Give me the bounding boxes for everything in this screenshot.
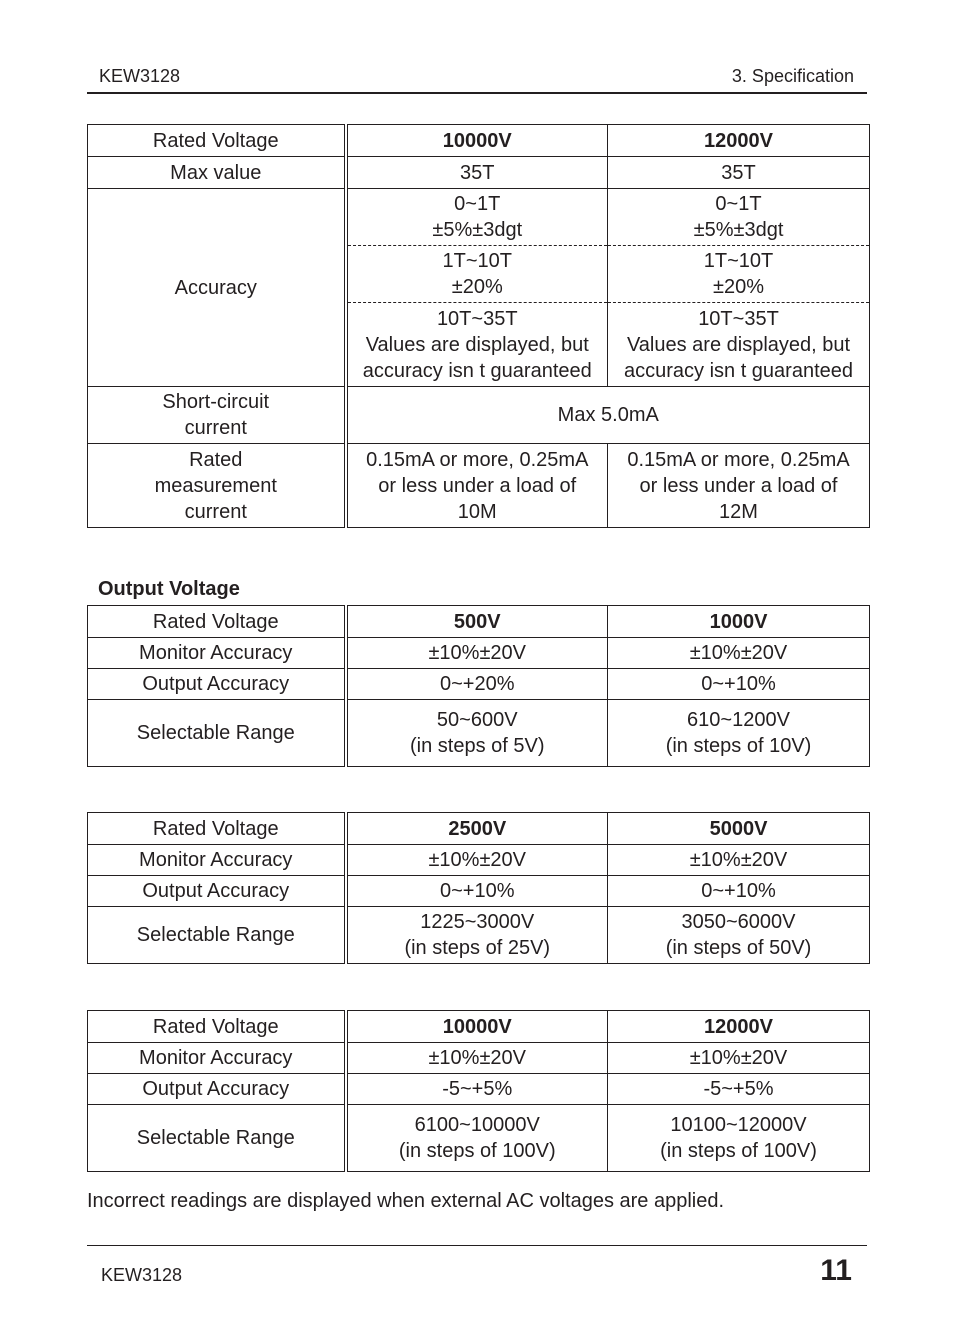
accuracy-note: accuracy isn t guaranteed [623,359,854,382]
col2-output-accuracy: 0~+10% [608,669,870,700]
accuracy-label: Accuracy [88,189,346,387]
resistance-spec-table [87,124,870,528]
col1-voltage: 10000V [346,125,608,157]
range-values: 10100~12000V [670,1114,807,1136]
rated-measurement-line: 0.15mA or more, 0.25mA [366,448,589,471]
output-accuracy-label: Output Accuracy [88,1074,346,1105]
rated-voltage-label: Rated Voltage [88,606,346,638]
col2-output-accuracy: -5~+5% [608,1074,870,1105]
accuracy-value: ±20% [712,276,764,298]
col1-selectable-range [346,700,608,767]
col1-monitor-accuracy: ±10%±20V [346,1043,608,1074]
col2-output-accuracy: 0~+10% [608,876,870,907]
table-row [88,189,870,246]
monitor-accuracy-label: Monitor Accuracy [88,638,346,669]
output-accuracy-label: Output Accuracy [88,669,346,700]
col2-monitor-accuracy: ±10%±20V [608,845,870,876]
rated-measurement-label [88,444,346,528]
range-values: 50~600V [436,709,518,731]
range-steps: (in steps of 5V) [409,735,545,757]
table-row [88,845,870,876]
col2-max-value: 35T [608,157,870,189]
output-voltage-table [87,812,870,964]
col1-output-accuracy: 0~+10% [346,876,608,907]
rated-measurement-label-line: measurement [154,474,277,497]
monitor-accuracy-label: Monitor Accuracy [88,845,346,876]
col1-voltage: 10000V [346,1011,608,1043]
header-rule [87,92,867,94]
table-row [88,669,870,700]
header-section: 3. Specification [731,66,854,86]
col1-selectable-range [346,1105,608,1172]
rated-voltage-label: Rated Voltage [88,1011,346,1043]
rated-measurement-line: 12M [719,500,758,523]
col2-voltage: 5000V [608,813,870,845]
col1-selectable-range [346,907,608,964]
col2-selectable-range [608,907,870,964]
col1-voltage: 500V [346,606,608,638]
col1-monitor-accuracy: ±10%±20V [346,845,608,876]
accuracy-note: accuracy isn t guaranteed [362,359,592,382]
rated-measurement-line: or less under a load of [639,474,838,497]
accuracy-range: 10T~35T [698,307,779,330]
accuracy-range: 1T~10T [442,250,512,272]
rated-measurement-cell [346,444,608,528]
range-values: 6100~10000V [414,1114,540,1136]
table-row [88,125,870,157]
accuracy-range: 0~1T [715,193,762,215]
table-row [88,813,870,845]
range-values: 610~1200V [687,709,790,731]
rated-measurement-label-line: Rated [189,448,243,471]
output-voltage-table [87,1010,870,1172]
accuracy-range: 10T~35T [436,307,518,330]
range-values: 1225~3000V [420,911,535,933]
accuracy-cell [608,303,870,387]
accuracy-range: 0~1T [454,193,501,215]
monitor-accuracy-label: Monitor Accuracy [88,1043,346,1074]
header-model: KEW3128 [99,66,181,86]
range-steps: (in steps of 100V) [660,1140,817,1162]
range-steps: (in steps of 25V) [404,937,551,959]
selectable-range-label: Selectable Range [88,700,346,767]
rated-measurement-label-line: current [184,500,247,523]
accuracy-cell [608,246,870,303]
table-row [88,1105,870,1172]
table-row [88,444,870,528]
rated-measurement-line: 10M [457,500,497,523]
table-row [88,876,870,907]
output-voltage-table [87,605,870,767]
col2-voltage: 12000V [608,1011,870,1043]
short-circuit-label-line: current [184,417,247,439]
col2-selectable-range [608,1105,870,1172]
accuracy-note: Values are displayed, but [626,333,851,356]
accuracy-cell [346,246,608,303]
rated-voltage-label: Rated Voltage [88,125,346,157]
table-row [88,1011,870,1043]
footer-model: KEW3128 [101,1265,183,1285]
col2-voltage: 1000V [608,606,870,638]
range-steps: (in steps of 10V) [665,735,812,757]
rated-voltage-label: Rated Voltage [88,813,346,845]
accuracy-value: ±20% [451,276,503,298]
col1-output-accuracy: -5~+5% [346,1074,608,1105]
col1-monitor-accuracy: ±10%±20V [346,638,608,669]
selectable-range-label: Selectable Range [88,907,346,964]
col2-voltage: 12000V [608,125,870,157]
footer-rule [87,1245,867,1246]
accuracy-cell [346,303,608,387]
short-circuit-label-line: Short-circuit [162,391,270,413]
rated-measurement-line: 0.15mA or more, 0.25mA [627,448,850,471]
accuracy-value: ±5%±3dgt [693,219,784,241]
table-row [88,387,870,444]
output-voltage-title: Output Voltage [98,578,240,600]
short-circuit-value: Max 5.0mA [346,387,870,444]
col1-output-accuracy: 0~+20% [346,669,608,700]
output-accuracy-label: Output Accuracy [88,876,346,907]
table-row [88,700,870,767]
col2-selectable-range [608,700,870,767]
page-number: 11 [820,1254,852,1287]
max-value-label: Max value [88,157,346,189]
accuracy-cell [346,189,608,246]
table-row [88,606,870,638]
rated-measurement-line: or less under a load of [378,474,577,497]
range-steps: (in steps of 50V) [665,937,812,959]
range-values: 3050~6000V [681,911,796,933]
table-row [88,1074,870,1105]
col1-voltage: 2500V [346,813,608,845]
accuracy-note: Values are displayed, but [365,333,589,356]
table-row [88,907,870,964]
accuracy-range: 1T~10T [703,250,774,272]
table-row [88,157,870,189]
selectable-range-label: Selectable Range [88,1105,346,1172]
table-row [88,638,870,669]
table-row [88,1043,870,1074]
rated-measurement-cell [608,444,870,528]
accuracy-cell [608,189,870,246]
col2-monitor-accuracy: ±10%±20V [608,638,870,669]
short-circuit-label [88,387,346,444]
ac-voltage-note: Incorrect readings are displayed when external AC voltages are applied. [87,1190,725,1212]
col2-monitor-accuracy: ±10%±20V [608,1043,870,1074]
accuracy-value: ±5%±3dgt [432,219,523,241]
col1-max-value: 35T [346,157,608,189]
range-steps: (in steps of 100V) [398,1140,556,1162]
